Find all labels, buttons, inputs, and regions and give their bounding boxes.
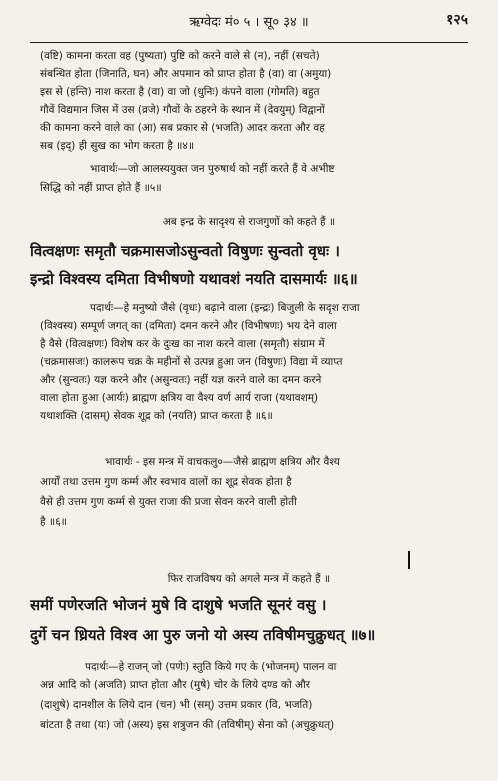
- page-header: [0, 10, 498, 32]
- section-intro: अब इन्द्र के सादृश्य से राजगुणों को कहते हैं ॥: [162, 216, 336, 228]
- verse-line: समीं पणेरजति भोजनं मुषे वि दाशुषे भजति सूनरं वसु ।: [30, 596, 327, 614]
- padartha-line: (विश्वस्य) सम्पूर्ण जगत् का (दमिता) दमन करने और (विभीषणः) भय देने वाला: [40, 320, 337, 332]
- padartha-line: और (सुन्वतः) यज्ञ करने और (असुन्वतः) नहीं यज्ञ करने वाले का दमन करने: [40, 374, 322, 386]
- padartha-line: (दाशुषे) दानशील के लिये दान (चन) भी (सम्) उत्तम प्रकार (वि, भजति): [40, 699, 313, 711]
- running-title: ऋग्वेदः मं० ५ । सू० ३४ ॥: [189, 15, 309, 30]
- text-line: इस से (हन्ति) नाश करता है (वा) वा जो (धुनिः) कंपने वाला (गोमति) बहुत: [40, 86, 320, 98]
- bhavartha-line: वैसे ही उत्तम गुण कर्म्म से युक्त राजा की प्रजा सेवन करने वाली होती: [40, 496, 297, 508]
- padartha-line: वाला होता हुआ (आर्यः) ब्राह्मण क्षत्रिय वा वैश्य वर्ण आर्य राजा (यथावशम्): [40, 392, 319, 404]
- padartha-line: पदार्थः—हे मनुष्यो जैसे (वृधः) बढ़ाने वाला (इन्द्रः) बिजुली के सदृश राजा: [90, 302, 360, 314]
- padartha-line: यथाशक्ति (दासम्) सेवक शूद्र को (नयति) प्राप्त करता है ॥६॥: [40, 410, 273, 422]
- bhavartha-line: भावार्थः - इस मन्त्र में वाचकलु०—जैसे ब्राह्मण क्षत्रिय और वैश्य: [105, 456, 340, 468]
- bhavartha-line: आर्यों तथा उत्तम गुण कर्म्म और स्वभाव वालों का शूद्र सेवक होता है: [40, 476, 292, 488]
- bhavartha-line: है ॥६॥: [40, 516, 67, 528]
- verse-line: वित्वक्षणः समृतौ चक्रमासजोऽसुन्वतो विषुणः सुन्वतो वृधः ।: [30, 242, 340, 260]
- padartha-line: पदार्थः—हे राजन् जो (पणेः) स्तुति किये गए के (भोजनम्) पालन वा: [85, 661, 337, 673]
- padartha-line: है वैसे (वित्वक्षणः) विशेष कर के दुःख का नाश करने वाला (समृतौ) संग्राम में: [40, 338, 325, 350]
- text-line: (वष्टि) कामना करता वह (पुष्यता) पुष्टि को करने वाले से (न), नहीं (सचते): [40, 50, 320, 62]
- bhavartha-line: सिद्धि को नहीं प्राप्त होते हैं ॥५॥: [40, 182, 162, 194]
- bhavartha-line: भावार्थः—जो आलस्ययुक्त जन पुरुषार्थ को नहीं करते हैं वे अभीष्ट: [90, 163, 335, 175]
- padartha-line: बांटता है तथा (यः) जो (अस्य) इस शत्रुजन की (तविषीम्) सेना को (अचुक्रुधत्): [40, 719, 335, 731]
- padartha-line: अन्न आदि को (अजति) प्राप्त होता और (मुषे) चोर के लिये दण्ड को और: [40, 679, 311, 691]
- margin-mark: [408, 551, 410, 569]
- text-line: सब (इद्) ही सुख का भोग करता है ॥४॥: [40, 140, 195, 152]
- text-line: गौवें विद्यमान जिस में उस (व्रजे) गौवों के ठहरने के स्थान में (देवयुम्) विद्वानों: [40, 104, 325, 116]
- header-rule: [30, 42, 468, 43]
- verse-line: दुर्गे चन ध्रियते विश्व आ पुरु जनो यो अस्य तविषीमचुक्रुधत् ॥७॥: [30, 626, 376, 644]
- section-intro: फिर राजविषय को अगले मन्त्र में कहते हैं ॥: [167, 573, 331, 585]
- text-line: संबन्धित होता (जिनाति, घन) और अपमान को प्राप्त होता है (वा) वा (अमुया): [40, 68, 332, 80]
- page-number: १२५: [446, 12, 468, 28]
- verse-line: इन्द्रो विश्वस्य दमिता विभीषणो यथावशं नयति दासमार्यः ॥६॥: [30, 270, 358, 288]
- text-line: की कामना करने वाले का (आ) सब प्रकार से (भजति) आदर करता और वह: [40, 122, 325, 134]
- padartha-line: (चक्रमासजः) कालरूप चक्र के महीनों से उत्पन्न हुआ जन (विषुणः) विद्या में व्याप्त: [40, 356, 343, 368]
